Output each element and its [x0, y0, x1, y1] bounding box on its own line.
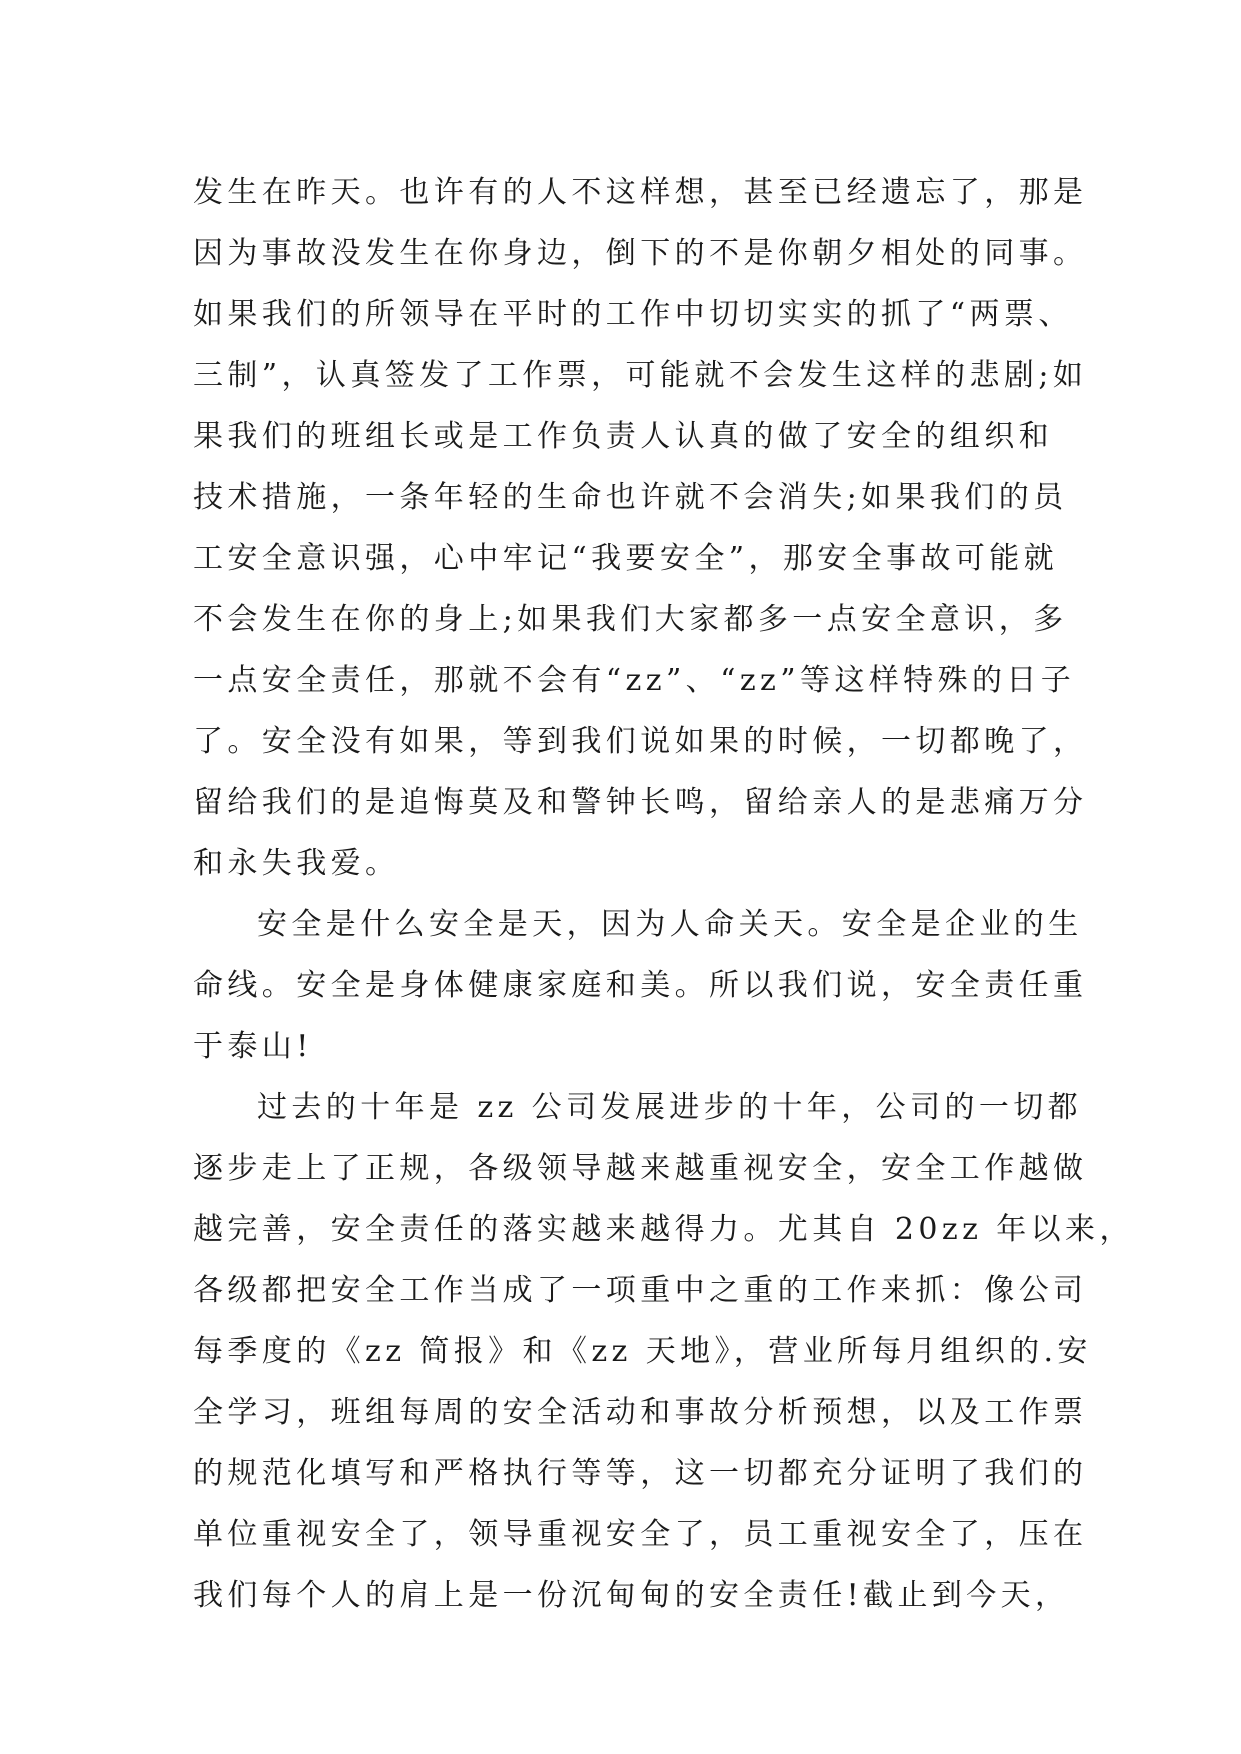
text-line: 于泰山!	[193, 1029, 313, 1064]
text-line: 了。安全没有如果，等到我们说如果的时候，一切都晚了，	[193, 724, 1088, 759]
paragraph-3	[193, 1077, 1134, 1626]
paragraph-1	[193, 162, 1088, 894]
text-line: 各级都把安全工作当成了一项重中之重的工作来抓：像公司	[193, 1273, 1088, 1308]
text-line: 安全是什么安全是天，因为人命关天。安全是企业的生	[257, 907, 1083, 942]
text-line: 工安全意识强，心中牢记“我要安全”，那安全事故可能就	[193, 541, 1059, 576]
text-line: 的规范化填写和严格执行等等，这一切都充分证明了我们的	[193, 1456, 1088, 1491]
text-line: 如果我们的所领导在平时的工作中切切实实的抓了“两票、	[193, 297, 1073, 332]
text-line: 命线。安全是身体健康家庭和美。所以我们说，安全责任重	[193, 968, 1088, 1003]
text-line: 每季度的《zz 简报》和《zz 天地》，营业所每月组织的.安	[193, 1334, 1092, 1369]
document-body	[193, 162, 1134, 1626]
text-line: 逐步走上了正规，各级领导越来越重视安全，安全工作越做	[193, 1151, 1088, 1186]
text-line: 和永失我爱。	[193, 846, 400, 881]
text-line: 不会发生在你的身上;如果我们大家都多一点安全意识，多	[193, 602, 1068, 637]
text-line: 全学习，班组每周的安全活动和事故分析预想，以及工作票	[193, 1395, 1088, 1430]
text-line: 三制”，认真签发了工作票，可能就不会发生这样的悲剧;如	[193, 358, 1088, 393]
text-line: 过去的十年是 zz 公司发展进步的十年，公司的一切都	[257, 1090, 1083, 1125]
text-line: 单位重视安全了，领导重视安全了，员工重视安全了，压在	[193, 1517, 1088, 1552]
text-line: 因为事故没发生在你身边，倒下的不是你朝夕相处的同事。	[193, 236, 1088, 271]
text-line: 果我们的班组长或是工作负责人认真的做了安全的组织和	[193, 419, 1053, 454]
text-line: 技术措施，一条年轻的生命也许就不会消失;如果我们的员	[193, 480, 1068, 515]
text-line: 一点安全责任，那就不会有“zz”、“zz”等这样特殊的日子	[193, 663, 1076, 698]
text-line: 留给我们的是追悔莫及和警钟长鸣，留给亲人的是悲痛万分	[193, 785, 1088, 820]
text-line: 我们每个人的肩上是一份沉甸甸的安全责任!截止到今天，	[193, 1578, 1070, 1613]
text-line: 越完善，安全责任的落实越来越得力。尤其自 20zz 年以来，	[193, 1212, 1134, 1247]
paragraph-2	[193, 894, 1088, 1077]
text-line: 发生在昨天。也许有的人不这样想，甚至已经遗忘了，那是	[193, 175, 1088, 210]
